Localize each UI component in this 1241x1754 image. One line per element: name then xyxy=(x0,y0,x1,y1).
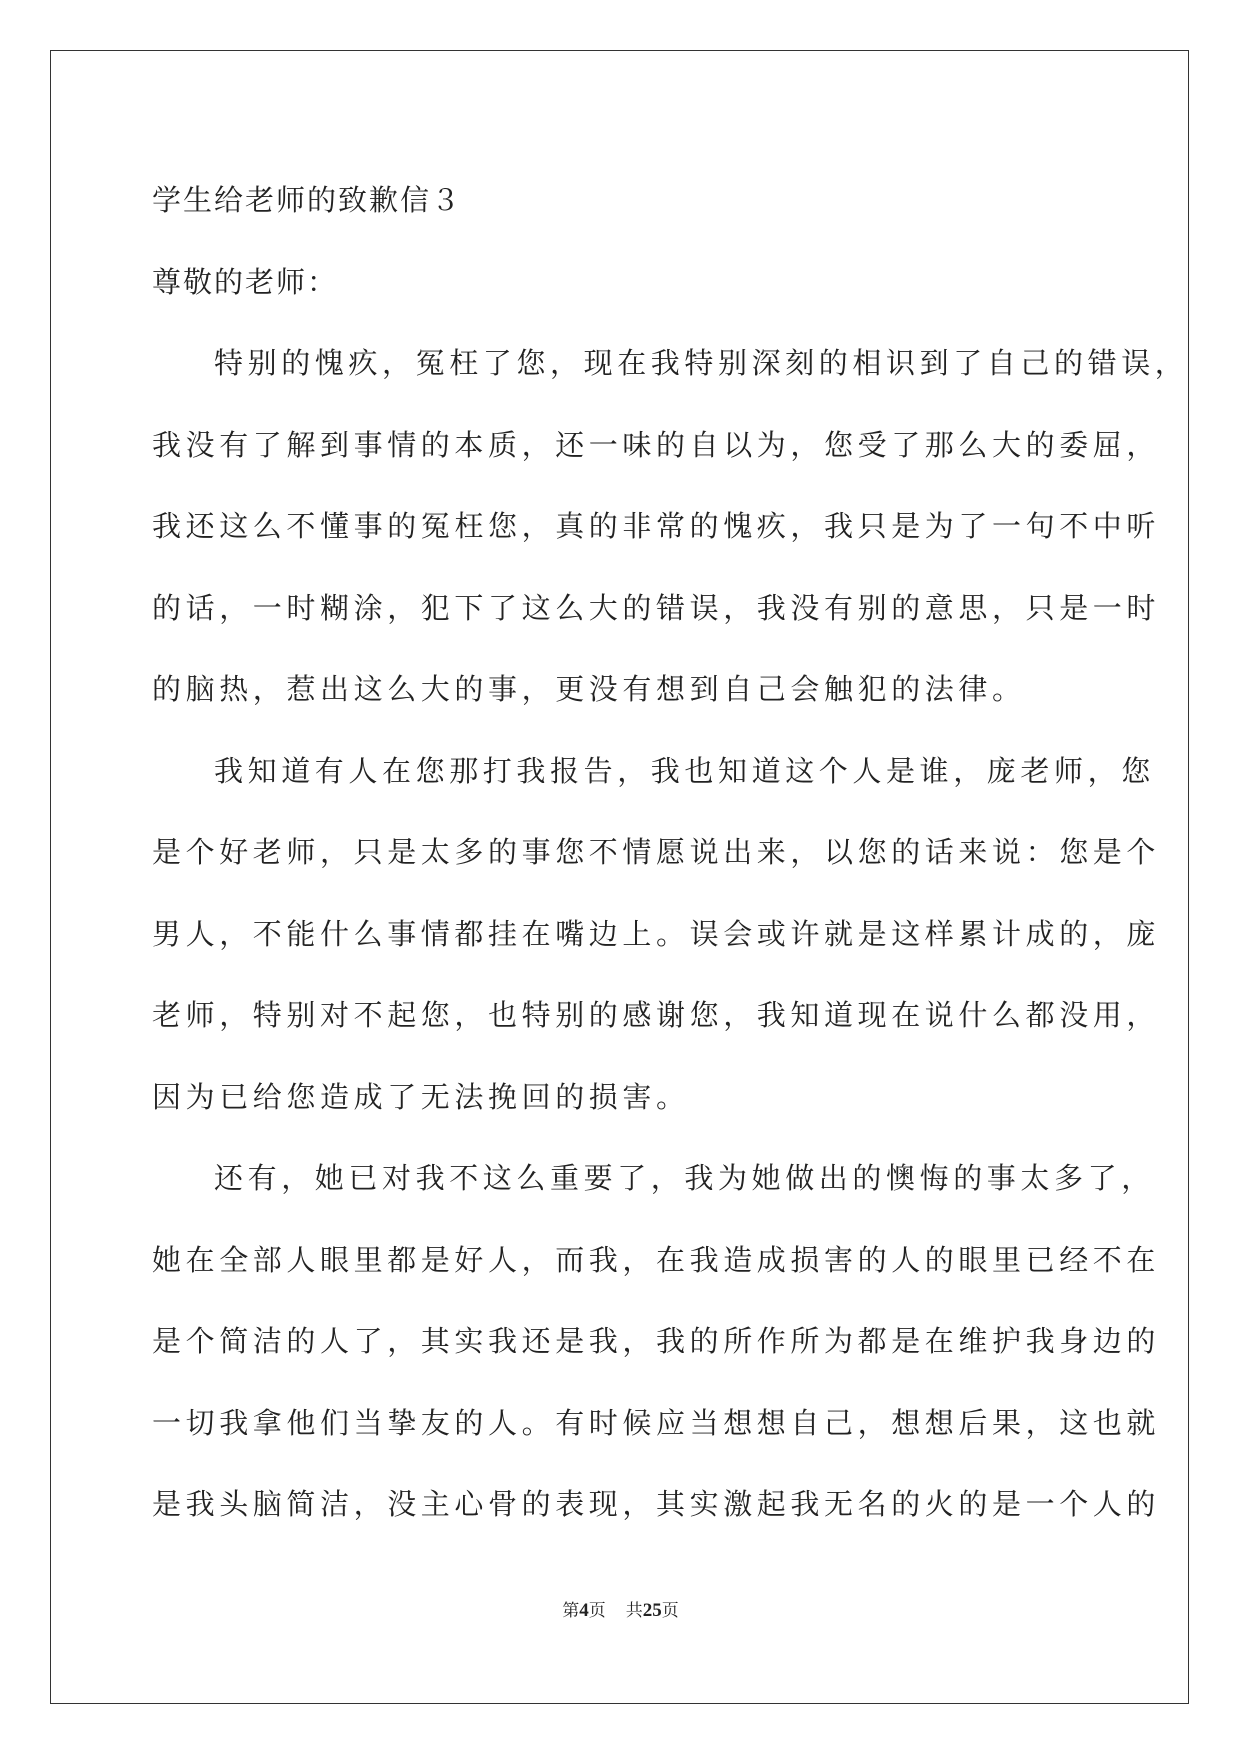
text-line: 的话，一时糊涂，犯下了这么大的错误，我没有别的意思，只是一时 xyxy=(152,590,1161,625)
text-line: 我没有了解到事情的本质，还一味的自以为，您受了那么大的委屈， xyxy=(152,427,1161,462)
text-line: 我知道有人在您那打我报告，我也知道这个人是谁，庞老师，您 xyxy=(214,753,1155,788)
text-line: 的脑热，惹出这么大的事，更没有想到自己会触犯的法律。 xyxy=(152,672,1026,706)
document-title: 学生给老师的致歉信３ xyxy=(152,183,463,217)
text-line: 一切我拿他们当挚友的人。有时候应当想想自己，想想后果，这也就 xyxy=(152,1405,1161,1440)
text-line: 老师，特别对不起您，也特别的感谢您，我知道现在说什么都没用， xyxy=(152,998,1161,1032)
text-line: 男人，不能什么事情都挂在嘴边上。误会或许就是这样累计成的，庞 xyxy=(152,916,1161,951)
text-line: 是个简洁的人了，其实我还是我，我的所作所为都是在维护我身边的 xyxy=(152,1324,1161,1358)
text-line: 是个好老师，只是太多的事您不情愿说出来，以您的话来说：您是个 xyxy=(152,835,1161,869)
page-suffix: 页 xyxy=(588,1601,606,1621)
total-suffix: 页 xyxy=(661,1601,679,1621)
total-prefix: 共 xyxy=(625,1601,643,1621)
text-line: 是我头脑简洁，没主心骨的表现，其实激起我无名的火的是一个人的 xyxy=(152,1487,1161,1521)
text-line: 我还这么不懂事的冤枉您，真的非常的愧疚，我只是为了一句不中听 xyxy=(152,509,1161,543)
page-footer xyxy=(0,1596,1241,1622)
text-line: 特别的愧疚，冤枉了您，现在我特别深刻的相识到了自己的错误， xyxy=(214,346,1189,380)
page-prefix: 第 xyxy=(562,1601,580,1621)
document-body xyxy=(152,160,1189,1546)
text-line: 她在全部人眼里都是好人，而我，在我造成损害的人的眼里已经不在 xyxy=(152,1242,1161,1277)
letter-body xyxy=(152,323,1189,1546)
total-pages: 25 xyxy=(642,1600,662,1621)
text-line: 还有，她已对我不这么重要了，我为她做出的懊悔的事太多了， xyxy=(214,1161,1155,1195)
salutation: 尊敬的老师： xyxy=(152,264,339,299)
text-line: 因为已给您造成了无法挽回的损害。 xyxy=(152,1079,690,1114)
page-number: 4 xyxy=(579,1600,589,1621)
